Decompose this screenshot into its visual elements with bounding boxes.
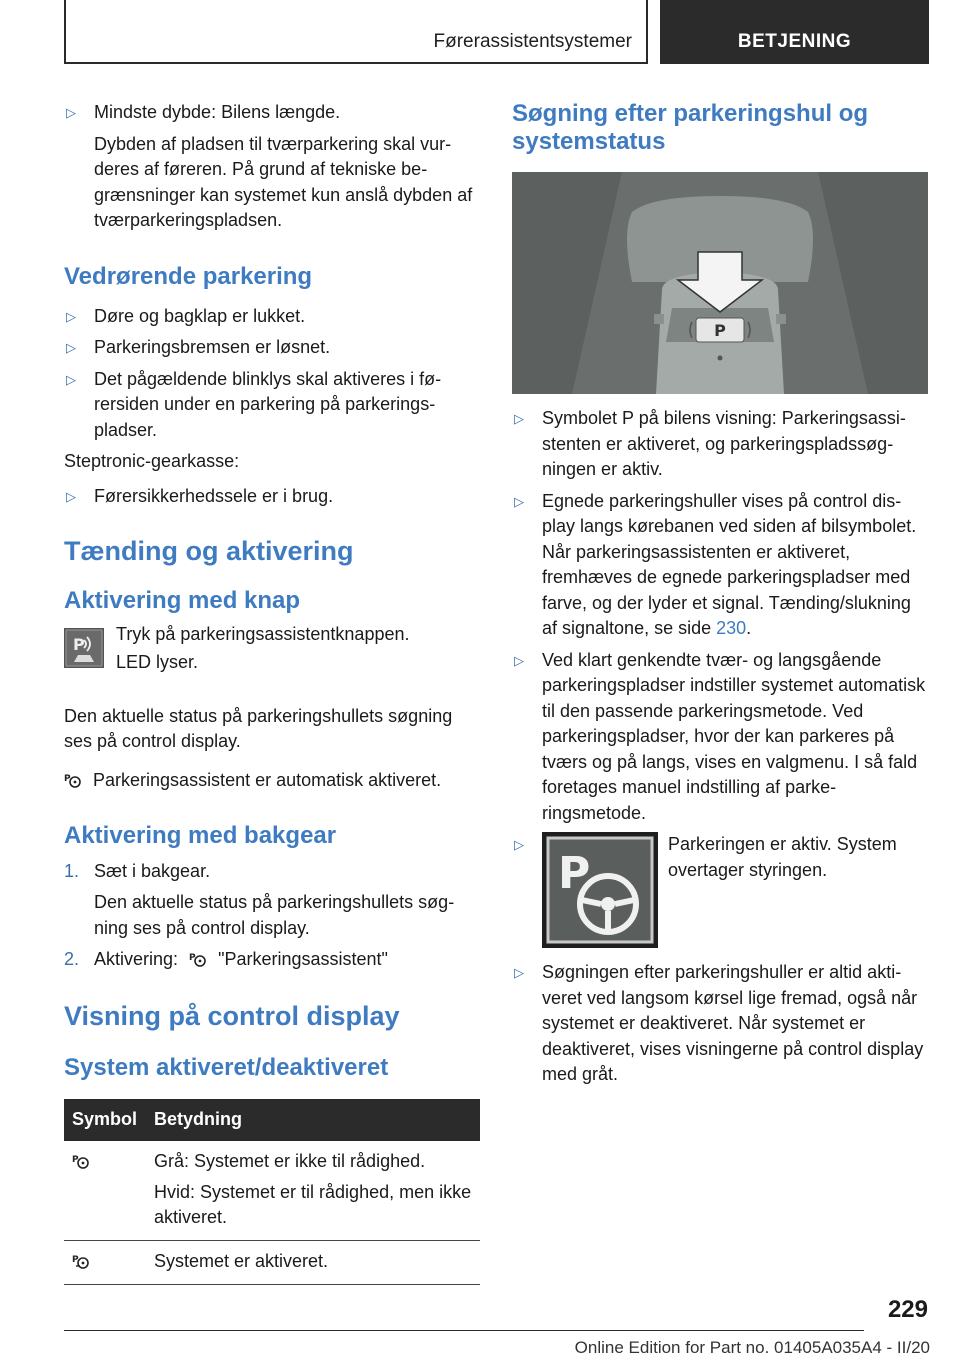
triangle-bullet-icon: ▷ [514, 837, 524, 852]
symbol-table [64, 1099, 480, 1285]
list-item [64, 304, 480, 330]
list-number: 1. [64, 860, 80, 881]
triangle-bullet-icon: ▷ [66, 340, 76, 355]
edition-text: Online Edition for Part no. 01405A035A4 - II/20 [574, 1338, 930, 1357]
steptronic-label: Steptronic-gearkasse: [64, 451, 240, 471]
parking-assist-symbol-icon [189, 951, 207, 967]
press-button-text: Tryk på parkeringsassistentknappen. [116, 623, 410, 644]
heading-visning: Visning på control display [64, 1000, 400, 1031]
left-column [64, 100, 480, 1285]
bullet-text: Mindste dybde: Bilens længde. [94, 102, 341, 122]
bullet-text: Egnede parkeringshuller vises på control display langs kørebanen ved siden af bilsymbolet. Når parkeringsassistenten er aktiveret, fremhæves de egnede parkeringspladser med farve, og der lyder et signal. Tænding/slukning af signaltone, se side [542, 490, 917, 638]
bullet-text: Døre og bagklap er lukket. [94, 305, 306, 326]
table-cell-symbol [64, 1141, 146, 1241]
triangle-bullet-icon: ▷ [66, 371, 76, 387]
table-row [64, 1240, 480, 1284]
triangle-bullet-icon: ▷ [66, 489, 76, 504]
parking-assist-active-icon [72, 1253, 90, 1269]
heading-system: System aktiveret/deaktiveret [64, 1053, 389, 1081]
header-title-box [64, 0, 648, 64]
auto-activated-text: Parkeringsassistent er automatisk aktiveret. [93, 769, 442, 790]
heading-soegning: Søgning efter parkeringshul og systemstatus [512, 100, 869, 155]
list-item [512, 406, 928, 483]
step-subtext: Den aktuelle status på parkeringshullets søgning ses på control display. [94, 892, 455, 938]
page-header [64, 0, 929, 64]
list-number: 2. [64, 949, 80, 969]
table-header-row [64, 1099, 480, 1141]
svg-text:P: P [73, 634, 85, 654]
triangle-bullet-icon: ▷ [514, 411, 524, 426]
list-item [512, 648, 928, 827]
status-text: Den aktuelle status på parkeringshullets søgning ses på control display. [64, 705, 453, 751]
list-item [64, 335, 480, 361]
triangle-bullet-icon: ▷ [514, 493, 524, 509]
bullet-text: Parkeringen er aktiv. System overtager styringen. [668, 834, 897, 880]
parking-assist-symbol-icon [64, 772, 82, 788]
led-text: LED lyser. [116, 651, 199, 672]
svg-text:P: P [72, 1154, 79, 1165]
bullet-text: Symbolet P på bilens visning: Parkeringsassistenten er aktiveret, og parkeringspladssøgningen er aktiv. [542, 408, 906, 479]
bullet-text: Parkeringsbremsen er løsnet. [94, 337, 331, 357]
list-item [512, 832, 928, 952]
bullet-text: Ved klart genkendte tvær- og langsgående parkeringspladser indstiller systemet automatisk til den passende parkeringsmetode. Ved parkeringspladser, hvor der kan parkeres på tværs og på langs, vises en valgmenu. I så fald foretages manuel indstilling af parkeringsmetode. [542, 649, 926, 823]
parking-active-steering-icon [542, 832, 658, 948]
bullet-text-end: . [746, 618, 752, 638]
bullet-text: Det pågældende blinklys skal aktiveres i førersiden under en parkering på parkeringspladser. [94, 368, 442, 440]
list-item [64, 947, 480, 973]
auto-activated-line [64, 768, 480, 793]
bullet-subtext: Dybden af pladsen til tværparkering skal vurderes af føreren. På grund af tekniske begrænsninger kan systemet kun anslå dybden af tværparkeringspladsen. [94, 133, 473, 230]
right-column [512, 100, 928, 1094]
triangle-bullet-icon: ▷ [514, 965, 524, 980]
list-item [512, 489, 928, 642]
parking-assistant-button-icon [64, 628, 104, 668]
svg-text:P: P [64, 773, 71, 784]
triangle-bullet-icon: ▷ [514, 652, 524, 668]
button-instruction [64, 622, 480, 698]
svg-text:P: P [72, 1254, 79, 1265]
triangle-bullet-icon: ▷ [66, 308, 76, 324]
list-item [64, 367, 480, 444]
bullet-text: Søgningen efter parkeringshuller er altid aktiveret ved langsom kørsel lige fremad, også når systemet er deaktiveret. Når systemet er deaktiveret, vises visningerne på control display med gråt. [542, 962, 924, 1084]
parking-assist-symbol-icon [72, 1153, 90, 1169]
step-menu-text: "Parkeringsassistent" [218, 949, 388, 969]
step-text: Aktivering: [94, 949, 179, 969]
page-reference-link[interactable]: 230 [716, 618, 747, 638]
list-item [64, 100, 480, 234]
heading-aktivering-knap: Aktivering med knap [64, 586, 301, 614]
triangle-bullet-icon: ▷ [66, 105, 76, 120]
car-display-letter: P [714, 321, 726, 340]
step-text: Sæt i bakgear. [94, 860, 211, 881]
footer-divider [64, 1330, 864, 1331]
table-cell-symbol [64, 1240, 146, 1284]
table-header-meaning: Betydning [146, 1099, 480, 1141]
icon-letter: P [558, 848, 591, 899]
table-header-symbol: Symbol [64, 1099, 146, 1141]
list-item [64, 484, 480, 510]
page-number: 229 [887, 1296, 928, 1323]
meaning-white: Hvid: Systemet er til rådighed, men ikke aktiveret. [154, 1181, 472, 1227]
bullet-text: Førersikkerhedssele er i brug. [94, 486, 334, 506]
heading-aktivering-bakgear: Aktivering med bakgear [64, 821, 337, 849]
table-row [64, 1141, 480, 1241]
svg-text:P: P [189, 953, 196, 963]
header-title: Førerassistentsystemer [433, 31, 632, 52]
header-section-box [660, 0, 929, 64]
heading-vedroerende-parkering: Vedrørende parkering [64, 262, 313, 290]
table-cell-meaning [146, 1141, 480, 1241]
heading-taending: Tænding og aktivering [64, 535, 354, 566]
meaning-grey: Grå: Systemet er ikke til rådighed. [154, 1150, 426, 1171]
parking-display-image [512, 172, 928, 394]
table-cell-meaning: Systemet er aktiveret. [146, 1240, 480, 1284]
header-section: BETJENING [737, 31, 852, 52]
list-item [64, 859, 480, 942]
list-item [512, 960, 928, 1088]
